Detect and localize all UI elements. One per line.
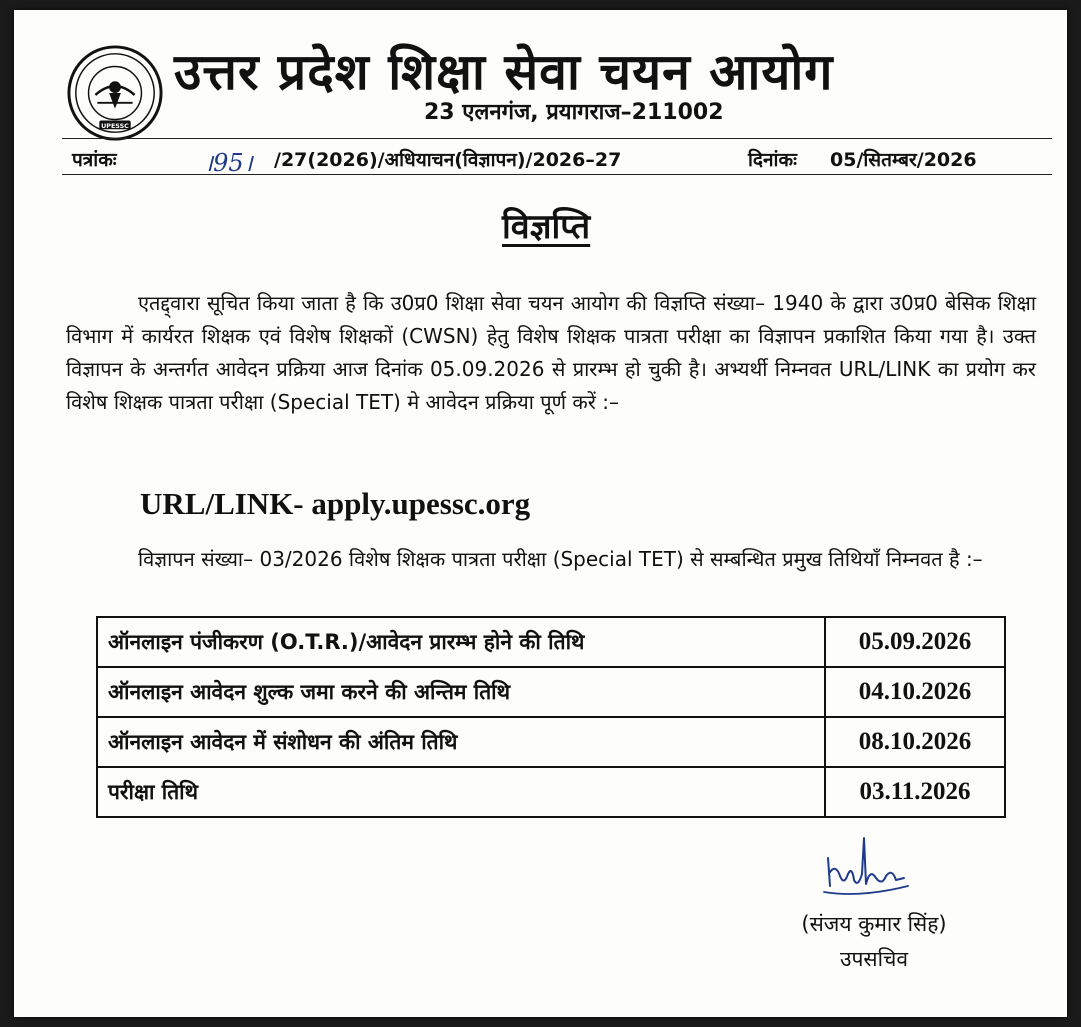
notice-document <box>14 10 1067 1017</box>
notice-paragraph-1: एतद्द्वारा सूचित किया जाता है कि उ0प्र0 शिक्षा सेवा चयन आयोग की विज्ञप्ति संख्या– 1940 के द्वारा उ0प्र0 बेसिक शिक्षा विभाग में कार्यरत शिक्षक एवं विशेष शिक्षकों (CWSN) हेतु विशेष शिक्षक पात्रता परीक्षा का विज्ञापन प्रकाशित किया गया है। उक्त विज्ञापन के अन्तर्गत आवेदन प्रक्रिया आज दिनांक 05.09.2026 से प्रारम्भ हो चुकी है। अभ्यर्थी निम्नवत URL/LINK का प्रयोग कर विशेष शिक्षक पात्रता परीक्षा (Special TET) मे आवेदन प्रक्रिया पूर्ण करें :– <box>66 291 1036 414</box>
commission-address: 23 एलनगंज, प्रयागराज–211002 <box>424 100 724 125</box>
event-cell: ऑनलाइन पंजीकरण (O.T.R.)/आवेदन प्रारम्भ होने की तिथि <box>97 617 825 667</box>
handwritten-reference-number: ।95। <box>204 149 253 177</box>
table-row <box>97 767 1005 817</box>
reference-number: /27(2026)/अधियाचन(विज्ञापन)/2026–27 <box>274 149 622 171</box>
table-row <box>97 717 1005 767</box>
date-cell: 08.10.2026 <box>825 717 1005 767</box>
date-cell: 04.10.2026 <box>825 667 1005 717</box>
date-cell: 05.09.2026 <box>825 617 1005 667</box>
upessc-emblem-logo <box>66 44 164 142</box>
important-dates-table <box>96 616 1006 818</box>
signatory-designation: उपसचिव <box>839 947 909 971</box>
table-row <box>97 667 1005 717</box>
notice-paragraph-2: विज्ञापन संख्या– 03/2026 विशेष शिक्षक पात्रता परीक्षा (Special TET) से सम्बन्धित प्रमुख तिथियाँ निम्नवत है :– <box>138 547 983 571</box>
issue-date: 05/सितम्बर/2026 <box>830 149 977 171</box>
event-cell: परीक्षा तिथि <box>97 767 825 817</box>
application-url[interactable]: URL/LINK- apply.upessc.org <box>140 486 531 521</box>
reference-line <box>72 142 1042 177</box>
reference-label: पत्रांकः <box>72 149 117 171</box>
signatory-name: (संजय कुमार सिंह) <box>801 912 947 936</box>
header-divider-top <box>62 138 1052 139</box>
date-cell: 03.11.2026 <box>825 767 1005 817</box>
logo-text: UPESSC <box>101 121 129 130</box>
signature-image <box>820 828 912 904</box>
date-label: दिनांकः <box>748 149 797 171</box>
table-row <box>97 617 1005 667</box>
commission-title: उत्तर प्रदेश शिक्षा सेवा चयन आयोग <box>174 43 834 101</box>
event-cell: ऑनलाइन आवेदन में संशोधन की अंतिम तिथि <box>97 717 825 767</box>
notice-heading: विज्ञप्ति <box>502 207 591 247</box>
header-divider-bottom <box>62 174 1052 175</box>
event-cell: ऑनलाइन आवेदन शुल्क जमा करने की अन्तिम तिथि <box>97 667 825 717</box>
